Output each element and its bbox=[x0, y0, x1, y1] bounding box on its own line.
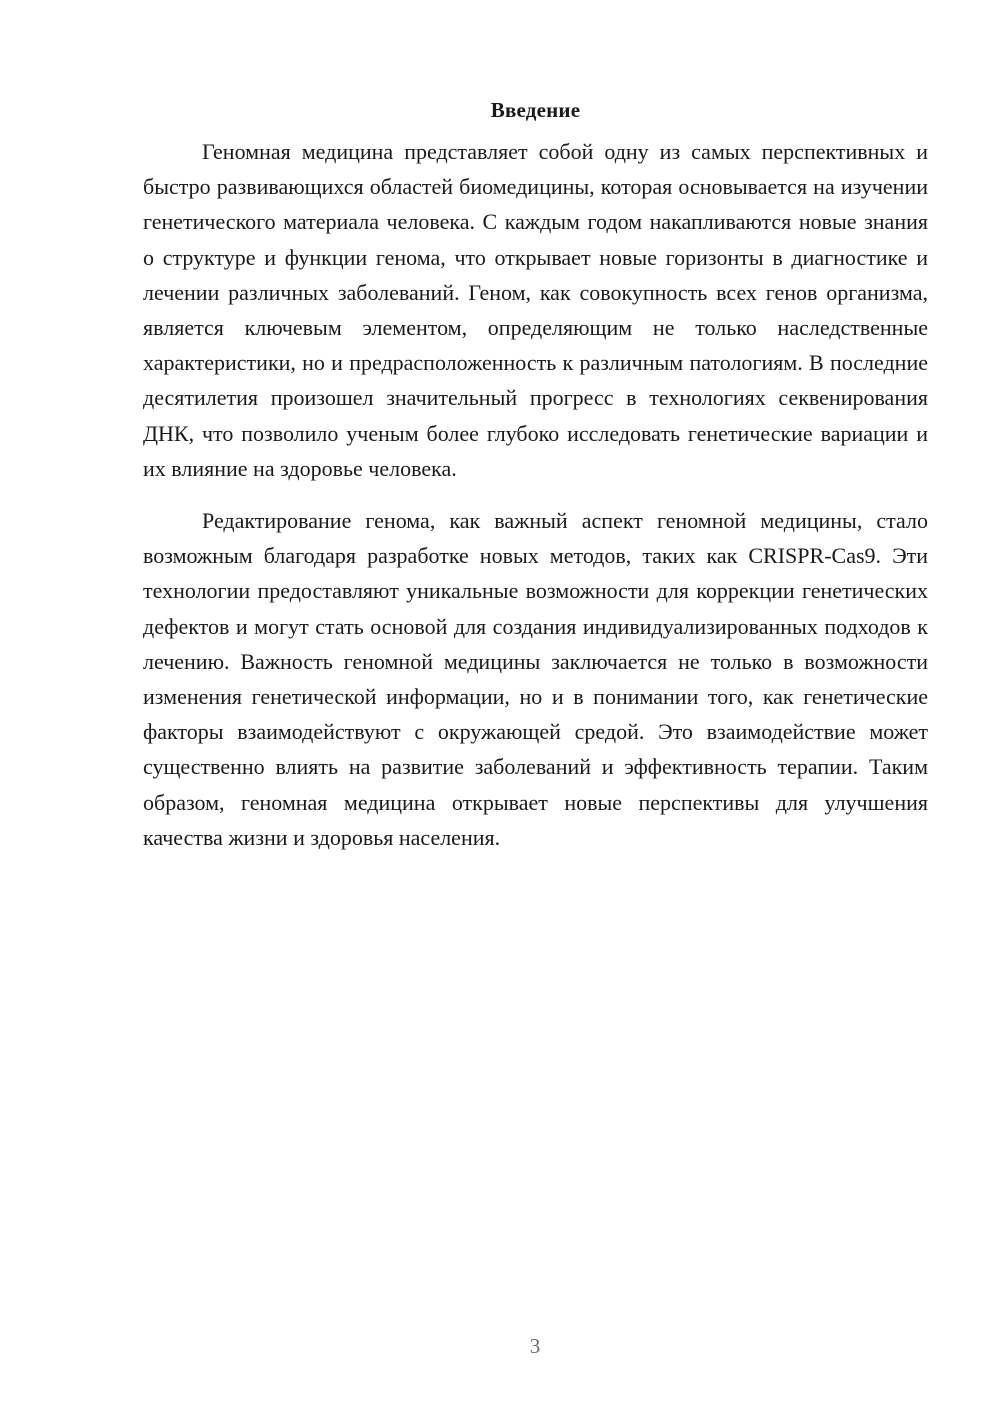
paragraph-genome-editing: Редактирование генома, как важный аспект геномной медицины, стало возможным благодаря разработке новых методов, таких как CRISPR-Cas9. Эти технологии предоставляют уникальные возможности для коррекции генетических дефектов и могут стать основой для создания индивидуализированных подходов к лечению. Важность геномной медицины заключается не только в возможности изменения генетической информации, но и в понимании того, как генетические факторы взаимодействуют с окружающей средой. Это взаимодействие может существенно влиять на развитие заболеваний и эффективность терапии. Таким образом, геномная медицина открывает новые перспективы для улучшения качества жизни и здоровья населения. bbox=[143, 508, 928, 850]
paragraph-genomic-medicine: Геномная медицина представляет собой одну из самых перспективных и быстро развивающихся областей биомедицины, которая основывается на изучении генетического материала человека. С каждым годом накапливаются новые знания о структуре и функции генома, что открывает новые горизонты в диагностике и лечении различных заболеваний. Геном, как совокупность всех генов организма, является ключевым элементом, определяющим не только наследственные характеристики, но и предрасположенность к различным патологиям. В последние десятилетия произошел значительный прогресс в технологиях секвенирования ДНК, что позволило ученым более глубоко исследовать генетические вариации и их влияние на здоровье человека. bbox=[143, 139, 928, 481]
page-content bbox=[143, 96, 928, 855]
section-heading: Введение bbox=[490, 98, 581, 122]
page-number: 3 bbox=[529, 1334, 541, 1358]
